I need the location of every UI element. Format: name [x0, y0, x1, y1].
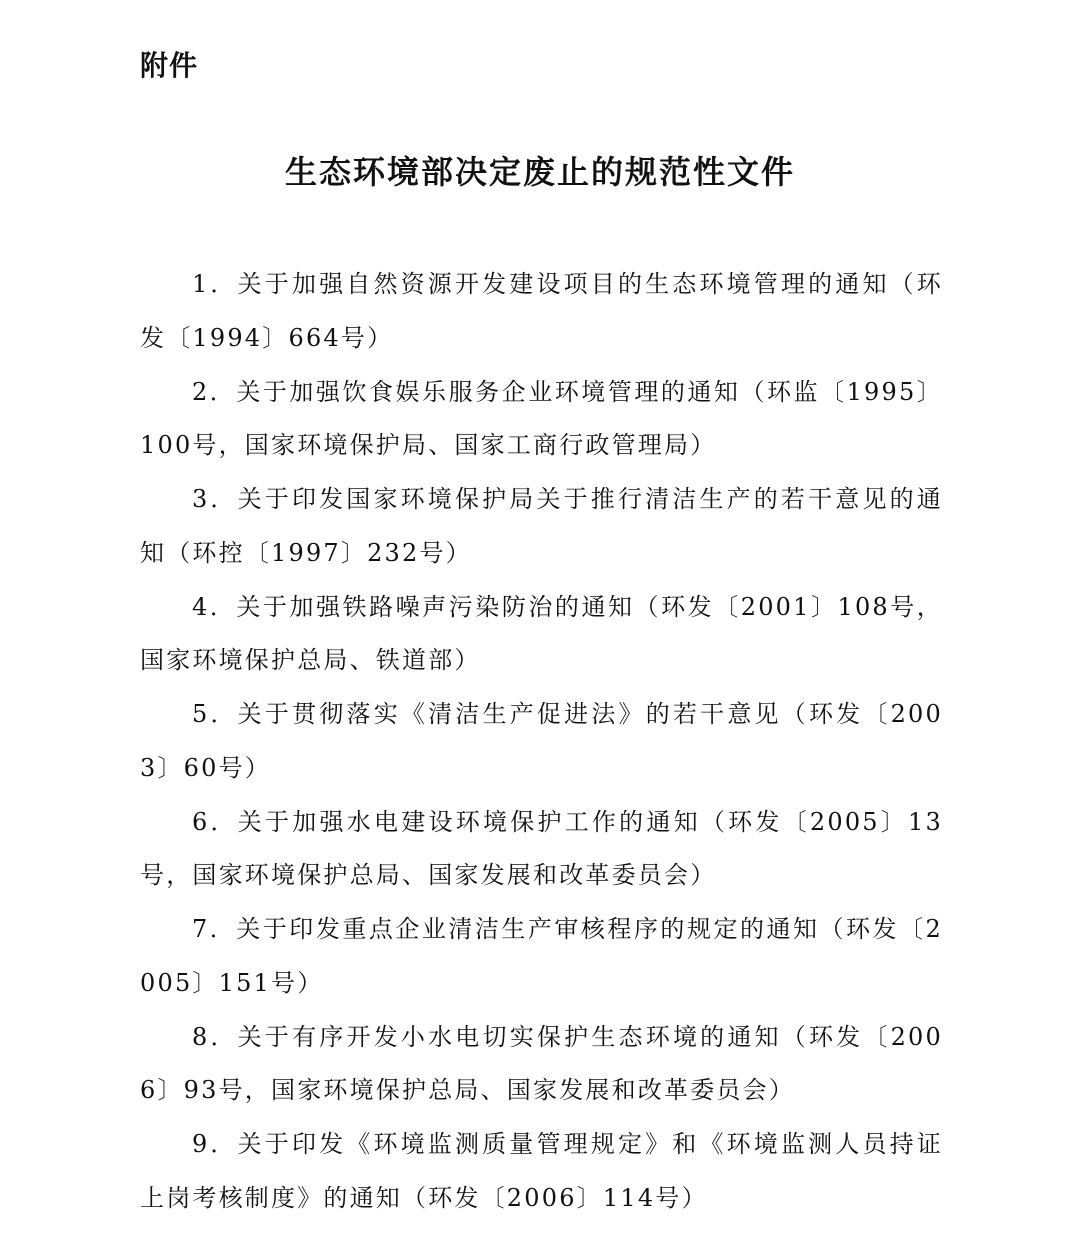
list-item: 4．关于加强铁路噪声污染防治的通知（环发〔2001〕108号，国家环境保护总局、铁道部）	[140, 592, 943, 674]
list-item: 7．关于印发重点企业清洁生产审核程序的规定的通知（环发〔2005〕151号）	[140, 915, 943, 997]
list-item: 6．关于加强水电建设环境保护工作的通知（环发〔2005〕13号，国家环境保护总局、国家发展和改革委员会）	[140, 807, 943, 889]
repealed-documents-list	[140, 258, 943, 1226]
list-item: 9．关于印发《环境监测质量管理规定》和《环境监测人员持证上岗考核制度》的通知（环发〔2006〕114号）	[140, 1130, 943, 1212]
document-title: 生态环境部决定废止的规范性文件	[284, 153, 795, 191]
list-item: 3．关于印发国家环境保护局关于推行清洁生产的若干意见的通知（环控〔1997〕232号）	[140, 485, 943, 567]
attachment-label: 附件	[140, 49, 199, 82]
list-item: 1．关于加强自然资源开发建设项目的生态环境管理的通知（环发〔1994〕664号）	[140, 270, 943, 352]
list-item: 5．关于贯彻落实《清洁生产促进法》的若干意见（环发〔2003〕60号）	[140, 700, 943, 782]
list-item: 8．关于有序开发小水电切实保护生态环境的通知（环发〔2006〕93号，国家环境保护总局、国家发展和改革委员会）	[140, 1022, 943, 1104]
list-item: 2．关于加强饮食娱乐服务企业环境管理的通知（环监〔1995〕100号，国家环境保护局、国家工商行政管理局）	[140, 377, 943, 459]
